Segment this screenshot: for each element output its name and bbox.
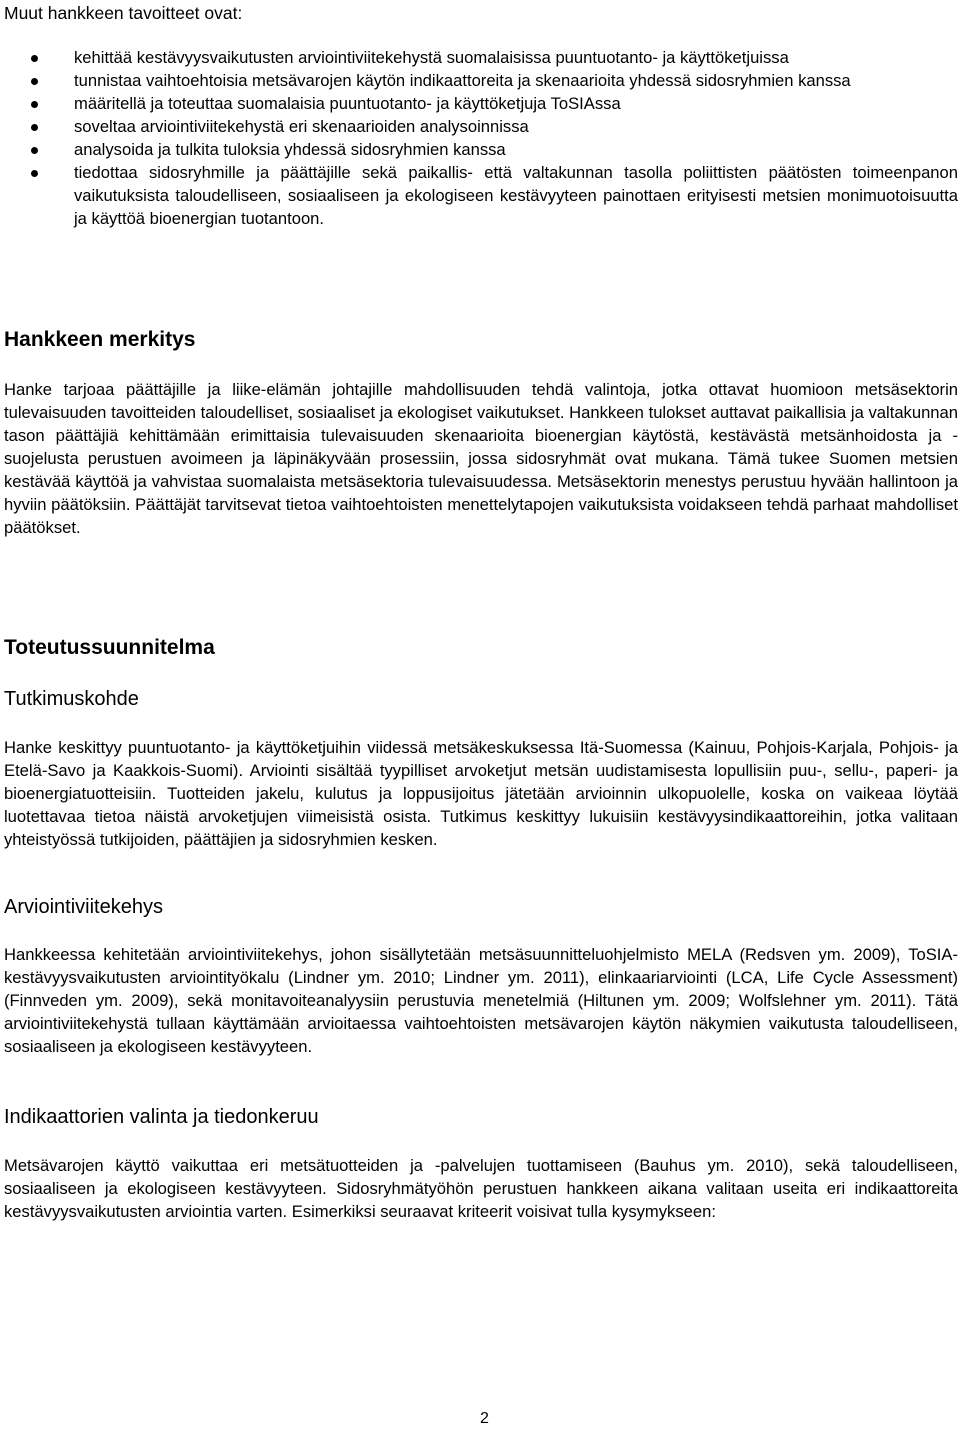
subheading-tutkimuskohde: Tutkimuskohde (4, 688, 139, 710)
paragraph-merkitys: Hanke tarjoaa päättäjille ja liike-elämän johtajille mahdollisuuden tehdä valintoja, jotka ottavat huomioon metsäsektorin tulevaisuuden tavoitteiden taloudelliset, sosiaaliset ja ekologiset vaikutukset. Hankkeen tulokset auttavat paikallisia ja valtakunnan tason päättäjiä kehittämään erimittaisia tulevaisuuden skenaarioita bioenergian käytöstä, kestävästä metsänhoidosta ja -suojelusta perustuen avoimeen ja läpinäkyvään prosessiin, jossa sidosryhmät ovat mukana. Tämä tukee Suomen metsien kestävää käyttöä ja vahvistaa suomalaista metsäsektoria tulevaisuudessa. Metsäsektorin menestys perustuu hyvään hallintoon ja hyviin päätöksiin. Päättäjät tarvitsevat tietoa vaihtoehtoisten menettelytapojen vaikutuksista voidakseen tehdä parhaat mahdolliset päätökset. (4, 380, 958, 537)
list-item-text: tunnistaa vaihtoehtoisia metsävarojen käytön indikaattoreita ja skenaarioita yhdessä sidosryhmien kanssa (74, 71, 851, 90)
list-item (4, 46, 958, 69)
section-heading-merkitys: Hankkeen merkitys (4, 328, 196, 351)
paragraph-arviointiviitekehys: Hankkeessa kehitetään arviointiviitekehys, johon sisällytetään metsäsuunnitteluohjelmisto MELA (Redsven ym. 2009), ToSIA-kestävyysvaikutusten arviointityökalu (Lindner ym. 2010; Lindner ym. 2011), elinkaariarviointi (LCA, Life Cycle Assessment) (Finnveden ym. 2009), sekä monitavoiteanalyysiin perustuvia menetelmiä (Hiltunen ym. 2009; Wolfslehner ym. 2011). Tätä arviointiviitekehystä tullaan käyttämään arvioitaessa vaihtoehtoisten metsävarojen käytön näkymien vaikutusta taloudelliseen, sosiaaliseen ja ekologiseen kestävyyteen. (4, 945, 958, 1056)
list-item-text: määritellä ja toteuttaa suomalaisia puuntuotanto- ja käyttöketjuja ToSIAssa (74, 94, 621, 113)
bullet-icon (31, 124, 38, 131)
bullet-icon (31, 101, 38, 108)
paragraph-indikaattorit: Metsävarojen käyttö vaikuttaa eri metsätuotteiden ja -palvelujen tuottamiseen (Bauhus ym. 2010), sekä taloudelliseen, sosiaaliseen ja ekologiseen kestävyyteen. Sidosryhmätyöhön perustuen hankkeen aikana valitaan useita eri indikaattoreita kestävyysvaikutusten arviointia varten. Esimerkiksi seuraavat kriteerit voisivat tulla kysymykseen: (4, 1156, 958, 1221)
list-item (4, 115, 958, 138)
list-item (4, 161, 958, 230)
section-heading-toteutus: Toteutussuunnitelma (4, 636, 215, 659)
subheading-indikaattorit: Indikaattorien valinta ja tiedonkeruu (4, 1106, 319, 1128)
list-item (4, 138, 958, 161)
bullet-icon (31, 55, 38, 62)
list-item-text: kehittää kestävyysvaikutusten arviointiviitekehystä suomalaisissa puuntuotanto- ja käyttöketjuissa (74, 48, 789, 67)
paragraph-tutkimuskohde: Hanke keskittyy puuntuotanto- ja käyttöketjuihin viidessä metsäkeskuksessa Itä-Suomessa (Kainuu, Pohjois-Karjala, Pohjois- ja Etelä-Savo ja Kaakkois-Suomi). Arviointi sisältää tyypilliset arvoketjut metsän uudistamisesta lopullisiin puu-, sellu-, paperi- ja bioenergiatuotteisiin. Tuotteiden jakelu, kulutus ja loppusijoitus jätetään arvioinnin ulkopuolelle, koska on vaikeaa löytää luotettavaa tietoa näistä arvoketjujen viimeisistä osista. Tutkimus keskittyy lukuisiin kestävyysindikaattoreihin, jotka valitaan yhteistyössä tutkijoiden, päättäjien ja sidosryhmien kesken. (4, 738, 958, 849)
list-item-text: analysoida ja tulkita tuloksia yhdessä sidosryhmien kanssa (74, 140, 506, 159)
subheading-arviointiviitekehys: Arviointiviitekehys (4, 896, 163, 918)
bullet-icon (31, 78, 38, 85)
list-item-text: tiedottaa sidosryhmille ja päättäjille sekä paikallis- että valtakunnan tasolla poliittisten päätösten toimeenpanon vaikutuksista taloudelliseen, sosiaaliseen ja ekologiseen kestävyyteen painottaen erityisesti metsien monimuotoisuutta ja käyttöä bioenergian tuotantoon. (74, 163, 958, 228)
list-item-text: soveltaa arviointiviitekehystä eri skenaarioiden analysoinnissa (74, 117, 529, 136)
bullet-icon (31, 170, 38, 177)
intro-text: Muut hankkeen tavoitteet ovat: (4, 3, 243, 23)
list-item (4, 92, 958, 115)
page-number: 2 (480, 1410, 489, 1427)
goals-list (4, 46, 958, 230)
bullet-icon (31, 147, 38, 154)
list-item (4, 69, 958, 92)
